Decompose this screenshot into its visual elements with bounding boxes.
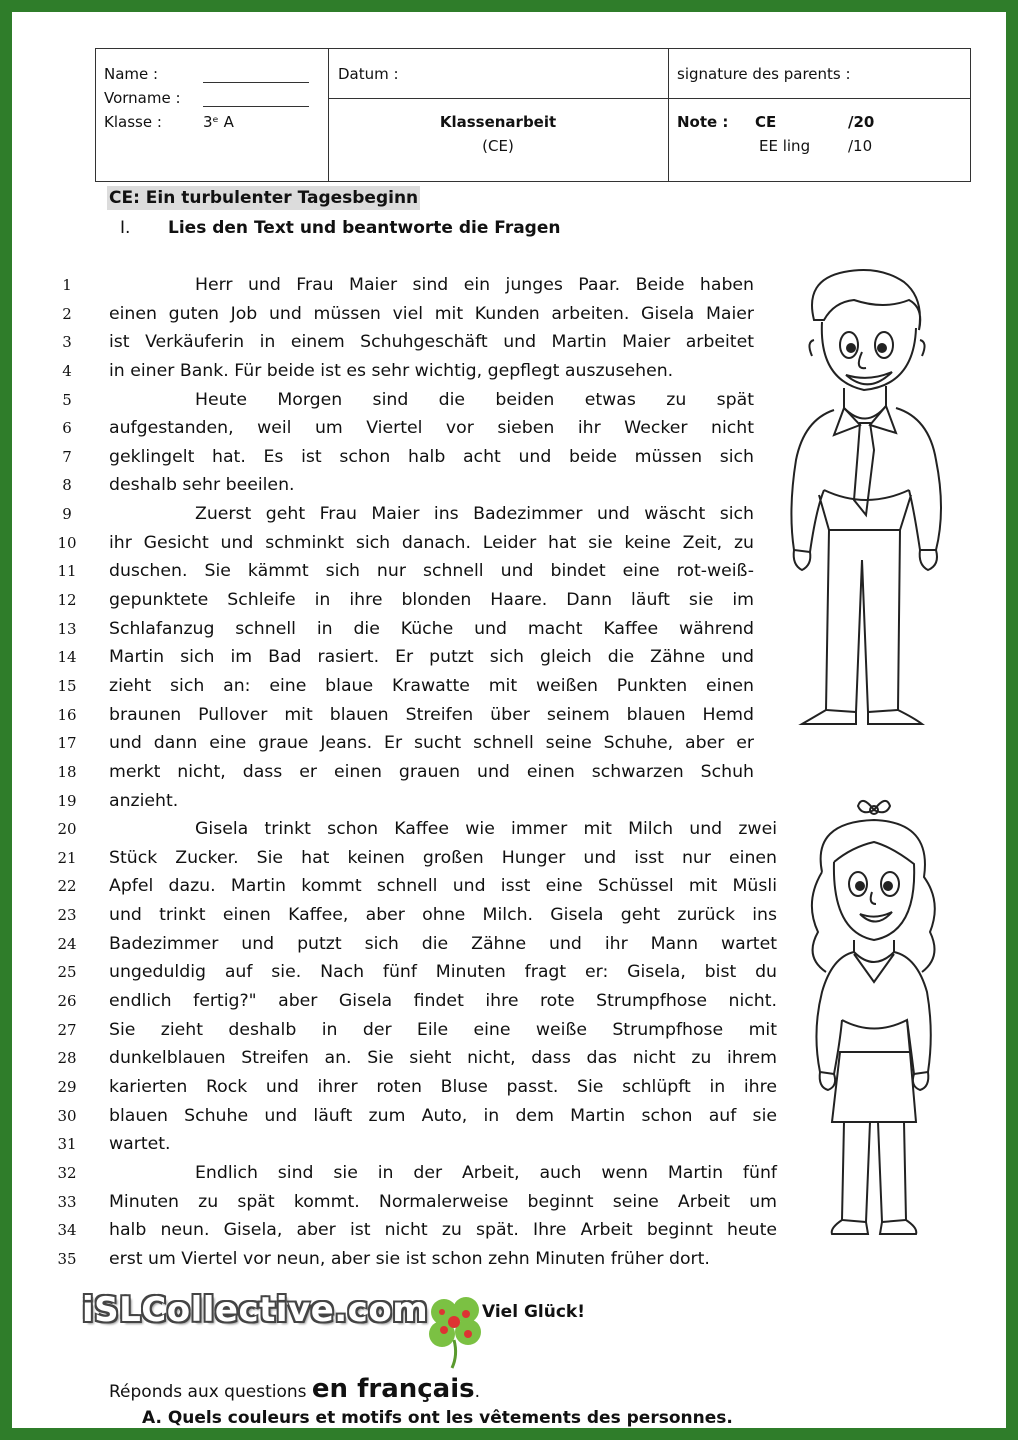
respond-instruction [109, 1374, 480, 1404]
line-number: 34 [57, 1221, 77, 1240]
line-text: Badezimmer und putzt sich die Zähne und ihr Mann wartet [109, 933, 777, 954]
line-text: einen guten Job und müssen viel mit Kunden arbeiten. Gisela Maier [109, 303, 754, 324]
woman-illustration [782, 792, 962, 1242]
table-divider [328, 98, 970, 99]
line-text: und dann eine graue Jeans. Er sucht schnell seine Schuhe, aber er [109, 733, 754, 754]
line-number: 19 [57, 791, 77, 810]
line-number: 30 [57, 1106, 77, 1125]
line-text: gepunktete Schleife in ihre blonden Haare. Dann läuft sie im [109, 590, 754, 611]
line-number: 26 [57, 992, 77, 1011]
question-a: A. Quels couleurs et motifs ont les vêtements des personnes. [142, 1408, 733, 1428]
line-text: Martin sich im Bad rasiert. Er putzt sich gleich die Zähne und [109, 647, 754, 668]
line-text: merkt nicht, dass er einen grauen und einen schwarzen Schuh [109, 761, 754, 782]
line-number: 20 [57, 820, 77, 839]
line-number: 1 [62, 276, 72, 294]
line-number: 3 [62, 333, 72, 352]
vorname-line[interactable] [203, 89, 309, 107]
line-number: 4 [62, 361, 72, 380]
line-number: 12 [57, 591, 77, 610]
line-text: zieht sich an: eine blaue Krawatte mit weißen Punkten einen [109, 675, 754, 696]
line-number: 6 [62, 419, 72, 438]
line-number: 32 [57, 1163, 77, 1182]
line-number: 28 [57, 1049, 77, 1068]
line-number: 35 [57, 1249, 77, 1268]
clover-icon [424, 1290, 488, 1370]
line-number: 18 [57, 762, 77, 781]
line-number: 5 [62, 390, 72, 409]
line-text: karierten Rock und ihrer roten Bluse passt. Sie schlüpft in ihre [109, 1076, 777, 1097]
line-number: 24 [57, 934, 77, 953]
line-text: Gisela trinkt schon Kaffee wie immer mit Milch und zwei [195, 819, 777, 840]
klasse-value: 3ᵉ A [203, 113, 234, 131]
signature-label: signature des parents : [677, 65, 851, 83]
line-text: Minuten zu spät kommt. Normalerweise beginnt seine Arbeit um [109, 1191, 777, 1212]
line-number: 25 [57, 963, 77, 982]
line-text: erst um Viertel vor neun, aber sie ist schon zehn Minuten früher dort. [109, 1248, 710, 1269]
line-number: 23 [57, 906, 77, 925]
line-text: Heute Morgen sind die beiden etwas zu spät [195, 389, 754, 410]
name-field [104, 65, 158, 83]
note-label: Note : [677, 113, 729, 131]
text-line [12, 1245, 1006, 1274]
ce-label: CE [755, 113, 777, 131]
line-number: 27 [57, 1020, 77, 1039]
line-text: Endlich sind sie in der Arbeit, auch wenn Martin fünf [195, 1162, 777, 1183]
datum-label: Datum : [338, 65, 399, 83]
line-text: Schlafanzug schnell in die Küche und macht Kaffee während [109, 618, 754, 639]
line-text: blauen Schuhe und läuft zum Auto, in dem Martin schon auf sie [109, 1105, 777, 1126]
instruction-number: I. [120, 218, 131, 238]
line-number: 22 [57, 877, 77, 896]
respond-suffix: . [474, 1382, 481, 1402]
line-number: 31 [57, 1135, 77, 1154]
name-line[interactable] [203, 65, 309, 83]
worksheet-page [12, 12, 1006, 1428]
line-number: 15 [57, 676, 77, 695]
ee-score: /10 [848, 137, 873, 155]
line-text: anzieht. [109, 790, 179, 811]
line-text: Herr und Frau Maier sind ein junges Paar. Beide haben [195, 275, 754, 295]
ce-score: /20 [848, 113, 875, 131]
text-line [12, 758, 1006, 787]
line-number: 13 [57, 619, 77, 638]
line-text: wartet. [109, 1134, 171, 1155]
klasse-label: Klasse : [104, 113, 162, 131]
worksheet-title: CE: Ein turbulenter Tagesbeginn [109, 188, 419, 208]
line-number: 33 [57, 1192, 77, 1211]
line-text: Apfel dazu. Martin kommt schnell und isst eine Schüssel mit Müsli [109, 876, 777, 897]
man-illustration [774, 260, 954, 730]
line-text: aufgestanden, weil um Viertel vor sieben ihr Wecker nicht [109, 418, 754, 439]
line-number: 14 [57, 648, 77, 667]
site-logo: iSLCollective.com [82, 1290, 429, 1330]
line-text: ungeduldig auf sie. Nach fünf Minuten fragt er: Gisela, bist du [109, 962, 777, 983]
line-text: deshalb sehr beeilen. [109, 475, 295, 496]
instruction [120, 216, 561, 240]
line-number: 9 [62, 505, 72, 524]
table-divider [668, 49, 669, 181]
header-table [95, 48, 971, 182]
good-luck-text: Viel Glück! [482, 1302, 585, 1322]
line-number: 7 [62, 447, 72, 466]
line-text: duschen. Sie kämmt sich nur schnell und bindet eine rot-weiß- [109, 561, 754, 582]
line-text: Sie zieht deshalb in der Eile eine weiße Strumpfhose mit [109, 1019, 777, 1040]
test-subtitle: (CE) [482, 137, 514, 155]
line-text: in einer Bank. Für beide ist es sehr wichtig, gepflegt auszusehen. [109, 360, 674, 381]
line-text: dunkelblauen Streifen an. Sie sieht nicht, dass das nicht zu ihrem [109, 1048, 777, 1069]
respond-prefix: Réponds aux questions [109, 1382, 307, 1402]
line-text: geklingelt hat. Es ist schon halb acht und beide müssen sich [109, 446, 754, 467]
text-line [12, 729, 1006, 758]
line-text: und trinkt einen Kaffee, aber ohne Milch. Gisela geht zurück ins [109, 905, 777, 926]
vorname-field [104, 89, 181, 107]
name-label: Name : [104, 65, 159, 83]
line-text: ist Verkäuferin in einem Schuhgeschäft und Martin Maier arbeitet [109, 332, 754, 353]
line-text: ihr Gesicht und schminkt sich danach. Leider hat sie keine Zeit, zu [109, 532, 754, 553]
line-number: 16 [57, 705, 77, 724]
line-text: halb neun. Gisela, aber ist nicht zu spät. Ihre Arbeit beginnt heute [109, 1220, 777, 1241]
line-number: 21 [57, 848, 77, 867]
ee-label: EE ling [759, 137, 811, 155]
line-number: 17 [57, 734, 77, 753]
line-text: endlich fertig?" aber Gisela findet ihre rote Strumpfhose nicht. [109, 991, 777, 1012]
line-number: 11 [57, 562, 77, 581]
line-number: 10 [57, 533, 77, 552]
line-text: Zuerst geht Frau Maier ins Badezimmer und wäscht sich [195, 504, 754, 525]
instruction-text: Lies den Text und beantworte die Fragen [168, 218, 561, 238]
respond-emphasis: en français [311, 1374, 475, 1404]
vorname-label: Vorname : [104, 89, 181, 107]
line-text: Stück Zucker. Sie hat keinen großen Hunger und isst nur einen [109, 847, 777, 868]
test-title: Klassenarbeit [439, 113, 557, 131]
line-number: 2 [62, 304, 72, 323]
line-number: 8 [62, 476, 72, 495]
line-text: braunen Pullover mit blauen Streifen über seinem blauen Hemd [109, 704, 754, 725]
line-number: 29 [57, 1077, 77, 1096]
